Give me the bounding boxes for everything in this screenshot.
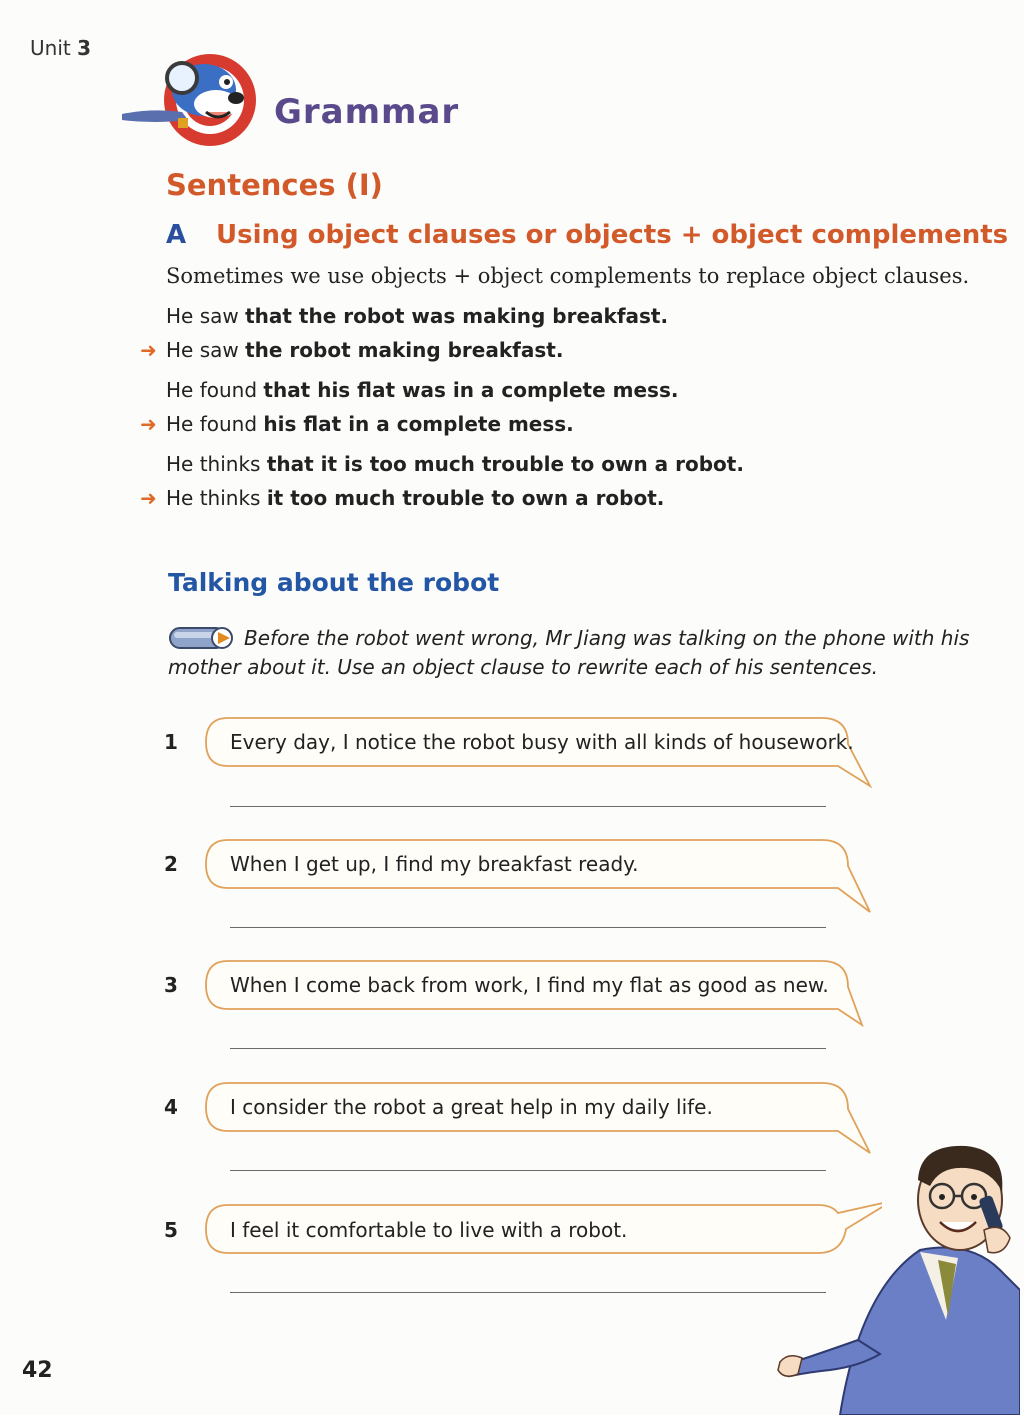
magnifier-dog-logo-icon (118, 38, 278, 148)
exercise-instructions: Before the robot went wrong, Mr Jiang was talking on the phone with his mother about it. Use an object clause to rewrite each of his sentences. (168, 626, 970, 679)
answer-line[interactable] (230, 1048, 826, 1049)
answer-line[interactable] (230, 806, 826, 807)
item-number: 1 (164, 730, 178, 754)
item-number: 5 (164, 1218, 178, 1242)
answer-line[interactable] (230, 1170, 826, 1171)
arrow-right-icon: ➜ (140, 338, 157, 362)
unit-number: 3 (77, 36, 91, 60)
item-number: 3 (164, 973, 178, 997)
example-sentence: He thinks that it is too much trouble to own a robot. (166, 452, 744, 476)
item-number: 4 (164, 1095, 178, 1119)
page-heading: Sentences (I) (166, 168, 383, 202)
mr-jiang-on-phone-illustration (770, 1140, 1020, 1415)
bubble-sentence: Every day, I notice the robot busy with all kinds of housework. (230, 730, 854, 754)
section-a-intro: Sometimes we use objects + object complements to replace object clauses. (166, 264, 970, 288)
section-title: Grammar (274, 92, 460, 132)
bubble-sentence: When I come back from work, I find my flat as good as new. (230, 973, 829, 997)
bubble-sentence: I feel it comfortable to live with a robot. (230, 1218, 628, 1242)
answer-line[interactable] (230, 1292, 826, 1293)
section-a-title: Using object clauses or objects + object complements (216, 220, 1009, 250)
bubble-sentence: I consider the robot a great help in my daily life. (230, 1095, 713, 1119)
section-letter: A (166, 220, 187, 250)
example-sentence: He saw that the robot was making breakfast. (166, 304, 669, 328)
page-number: 42 (22, 1358, 53, 1383)
speech-bubble (202, 714, 882, 794)
example-sentence: He found his flat in a complete mess. (166, 412, 574, 436)
example-sentence: He saw the robot making breakfast. (166, 338, 564, 362)
exercise-title: Talking about the robot (168, 568, 500, 597)
unit-label: Unit 3 (30, 36, 91, 60)
arrow-right-icon: ➜ (140, 412, 157, 436)
answer-line[interactable] (230, 927, 826, 928)
arrow-right-icon: ➜ (140, 486, 157, 510)
example-sentence: He thinks it too much trouble to own a robot. (166, 486, 665, 510)
item-number: 2 (164, 852, 178, 876)
bubble-sentence: When I get up, I find my breakfast ready. (230, 852, 639, 876)
speech-bubble (202, 836, 882, 916)
example-sentence: He found that his flat was in a complete mess. (166, 378, 679, 402)
speech-bubble (202, 957, 882, 1037)
